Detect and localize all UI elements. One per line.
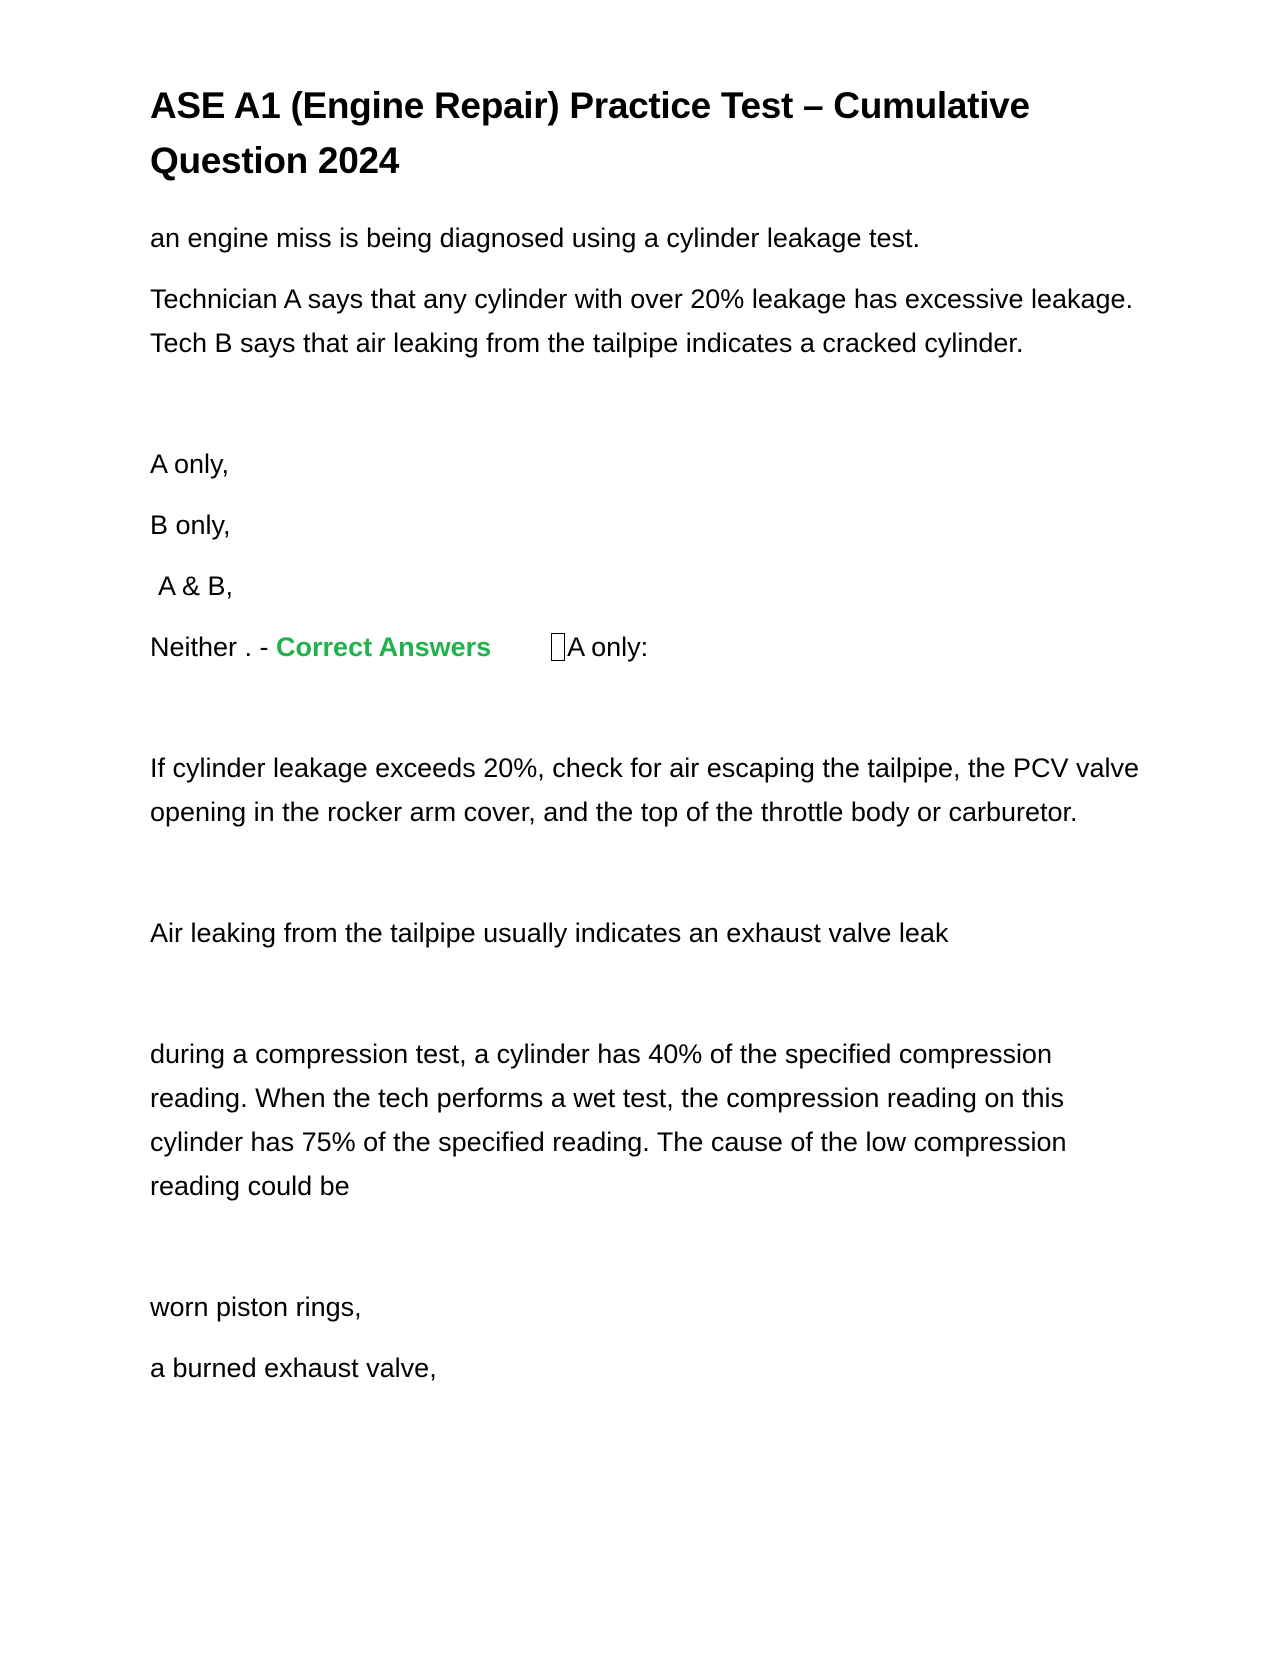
correct-answer-value: A only: (567, 632, 649, 662)
explanation-paragraph: If cylinder leakage exceeds 20%, check for air escaping the tailpipe, the PCV valve opening in the rocker arm cover, and the top of the throttle body or carburetor. (150, 753, 1140, 827)
spacer (150, 382, 1150, 442)
option-neither: Neither . - (150, 632, 277, 662)
option-a: A only, (150, 449, 230, 479)
correct-answers-label: Correct Answers (276, 632, 492, 662)
spacer (150, 851, 1150, 911)
spacer (150, 686, 1150, 746)
option-b: B only, (150, 510, 231, 540)
option-worn-rings: worn piston rings, (150, 1292, 362, 1322)
option-burned-valve: a burned exhaust valve, (150, 1353, 437, 1383)
spacer (150, 972, 1150, 1032)
option-neither-line (150, 625, 1150, 669)
question-statement: during a compression test, a cylinder has 40% of the specified compression reading. When the tech performs a wet test, the compression reading on this cylinder has 75% of the specified reading. The cause of the low compression reading could be (150, 1039, 1067, 1201)
question-intro: an engine miss is being diagnosed using a cylinder leakage test. (150, 223, 920, 253)
question-statement: Technician A says that any cylinder with over 20% leakage has excessive leakage. Tech B says that air leaking from the tailpipe indicates a cracked cylinder. (150, 284, 1134, 358)
explanation-paragraph: Air leaking from the tailpipe usually indicates an exhaust valve leak (150, 918, 949, 948)
missing-glyph-icon (551, 633, 565, 661)
spacer (150, 1225, 1150, 1285)
document-title: ASE A1 (Engine Repair) Practice Test – Cumulative Question 2024 (150, 85, 1030, 181)
option-ab: A & B, (158, 571, 234, 601)
